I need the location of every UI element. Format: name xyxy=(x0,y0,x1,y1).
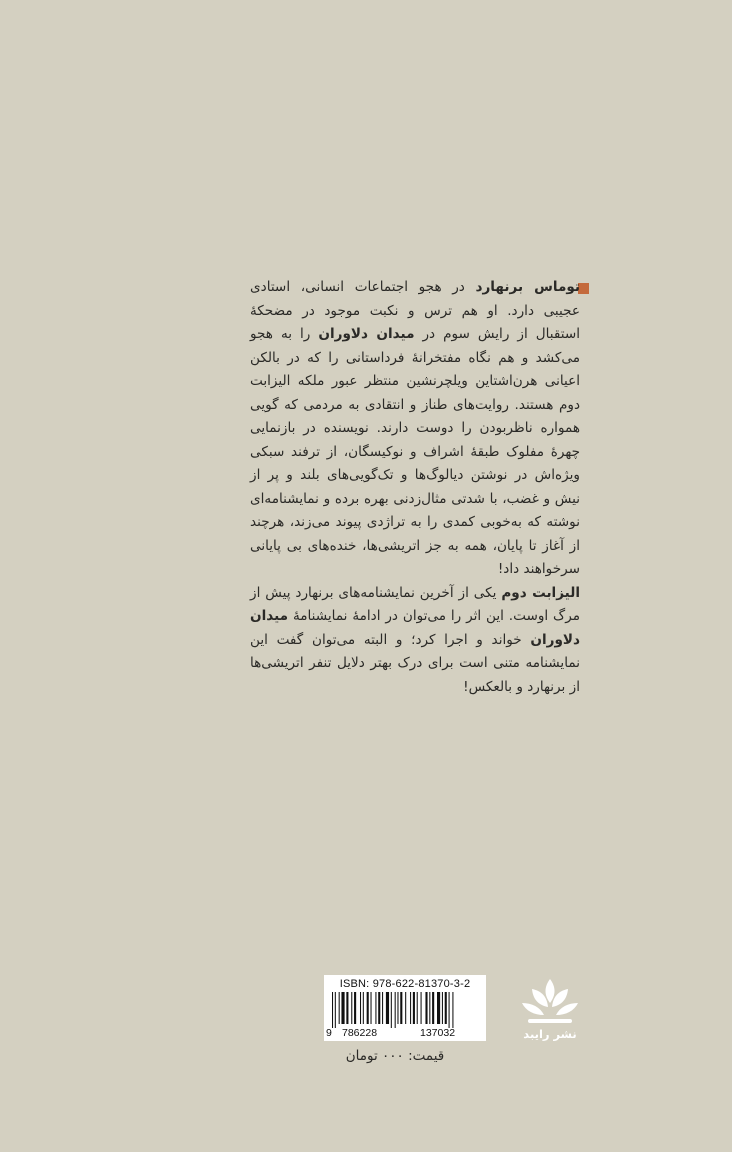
isbn-barcode xyxy=(324,975,486,1041)
publisher-logo-icon xyxy=(520,975,580,1053)
isbn-label: ISBN: 978-622-81370-3-2 xyxy=(339,978,471,990)
barcode-bars xyxy=(332,992,478,1028)
barcode-bar xyxy=(397,992,398,1024)
barcode-digits-right: 137032 xyxy=(420,1027,456,1039)
barcode-bar xyxy=(421,992,422,1024)
blurb-text: خواند و اجرا کرد؛ و البته می‌توان گفت این نمایشنامه متنی است برای درک بهتر دلایل تنفر اتریشی‌ها از برنهارد و بالعکس! xyxy=(250,631,580,695)
barcode-bar xyxy=(382,992,383,1024)
blurb-text: در هجو اجتماعات انسانی، استادی عجیبی دارد. او هم ترس و نکبت موجود در مضحکهٔ استقبال از رایش سوم در xyxy=(250,279,580,342)
barcode-bar xyxy=(339,992,340,1024)
barcode-bar xyxy=(360,992,361,1024)
barcode-bar xyxy=(410,992,411,1024)
barcode-bar xyxy=(363,992,364,1024)
barcode-bar xyxy=(375,992,376,1024)
blurb-text: یکی از آخرین نمایشنامه‌های برنهارد پیش از مرگ اوست. این اثر را می‌توان در ادامهٔ نمایشنامهٔ xyxy=(250,584,580,624)
barcode-bar xyxy=(395,992,396,1028)
barcode-bar xyxy=(432,992,434,1024)
barcode-bar xyxy=(425,992,427,1024)
barcode-bar xyxy=(429,992,430,1024)
barcode-bar xyxy=(341,992,344,1024)
barcode-bar xyxy=(378,992,380,1024)
blurb-text: را به هجو می‌کشد و هم نگاه مفتخرانهٔ فرداستانی را که در بالکن اعیانی هرن‌اشتاین ویلچرنشین منتظر عبور ملکه الیزابت دوم هستند. روایت‌های طناز و انتقادی به مردمی که گویی همواره ناظر‌بودن را دوست دارند. نویسنده در بازنمایی چهرهٔ مفلوک طبقهٔ اشراف و نوکیسگان، از ترفند سبکی ویژه‌اش در نوشتن دیالوگ‌ها و تک‌گویی‌های بلند و پر از نیش و غضب، با شدتی مثال‌زدنی بهره برده و نمایشنامه‌ای نوشته که به‌خوبی کمدی را به تراژدی پیوند می‌زند، هرچند از آغاز تا پایان، همه به جز اتریشی‌ها، خنده‌های بی پایانی سرخواهند داد! xyxy=(250,326,580,577)
barcode-bar xyxy=(452,992,453,1028)
author-name: توماس برنهارد xyxy=(475,279,580,295)
barcode-bar xyxy=(413,992,415,1024)
barcode-bar xyxy=(437,992,440,1024)
barcode-bar xyxy=(400,992,402,1024)
publisher-name: نشر رایبد xyxy=(523,1027,577,1041)
barcode-bar xyxy=(346,992,348,1024)
blurb-paragraph-2 xyxy=(250,582,580,700)
barcode-digit-first: 9 xyxy=(326,1027,332,1039)
barcode-bar xyxy=(332,992,333,1028)
barcode-bar xyxy=(354,992,356,1024)
book-title-reference: میدان دلاوران xyxy=(318,326,415,342)
barcode-bar xyxy=(445,992,447,1024)
barcode-bar xyxy=(335,992,336,1028)
barcode-bar xyxy=(449,992,450,1028)
price-label: قیمت: ۰۰۰ تومان xyxy=(345,1048,445,1064)
back-cover-blurb xyxy=(250,276,580,699)
barcode-bar xyxy=(442,992,443,1024)
barcode-bar xyxy=(371,992,372,1024)
barcode-bar xyxy=(351,992,352,1024)
barcode-bar xyxy=(417,992,418,1024)
barcode-bar xyxy=(367,992,369,1024)
barcode-bar xyxy=(391,992,392,1028)
blurb-paragraph-1 xyxy=(250,276,580,582)
barcode-bar xyxy=(405,992,406,1024)
book-title-reference: میدان دلاوران xyxy=(250,608,580,648)
barcode-digits-left: 786228 xyxy=(342,1027,378,1039)
barcode-bar xyxy=(386,992,389,1024)
book-title: الیزابت دوم xyxy=(501,584,580,601)
